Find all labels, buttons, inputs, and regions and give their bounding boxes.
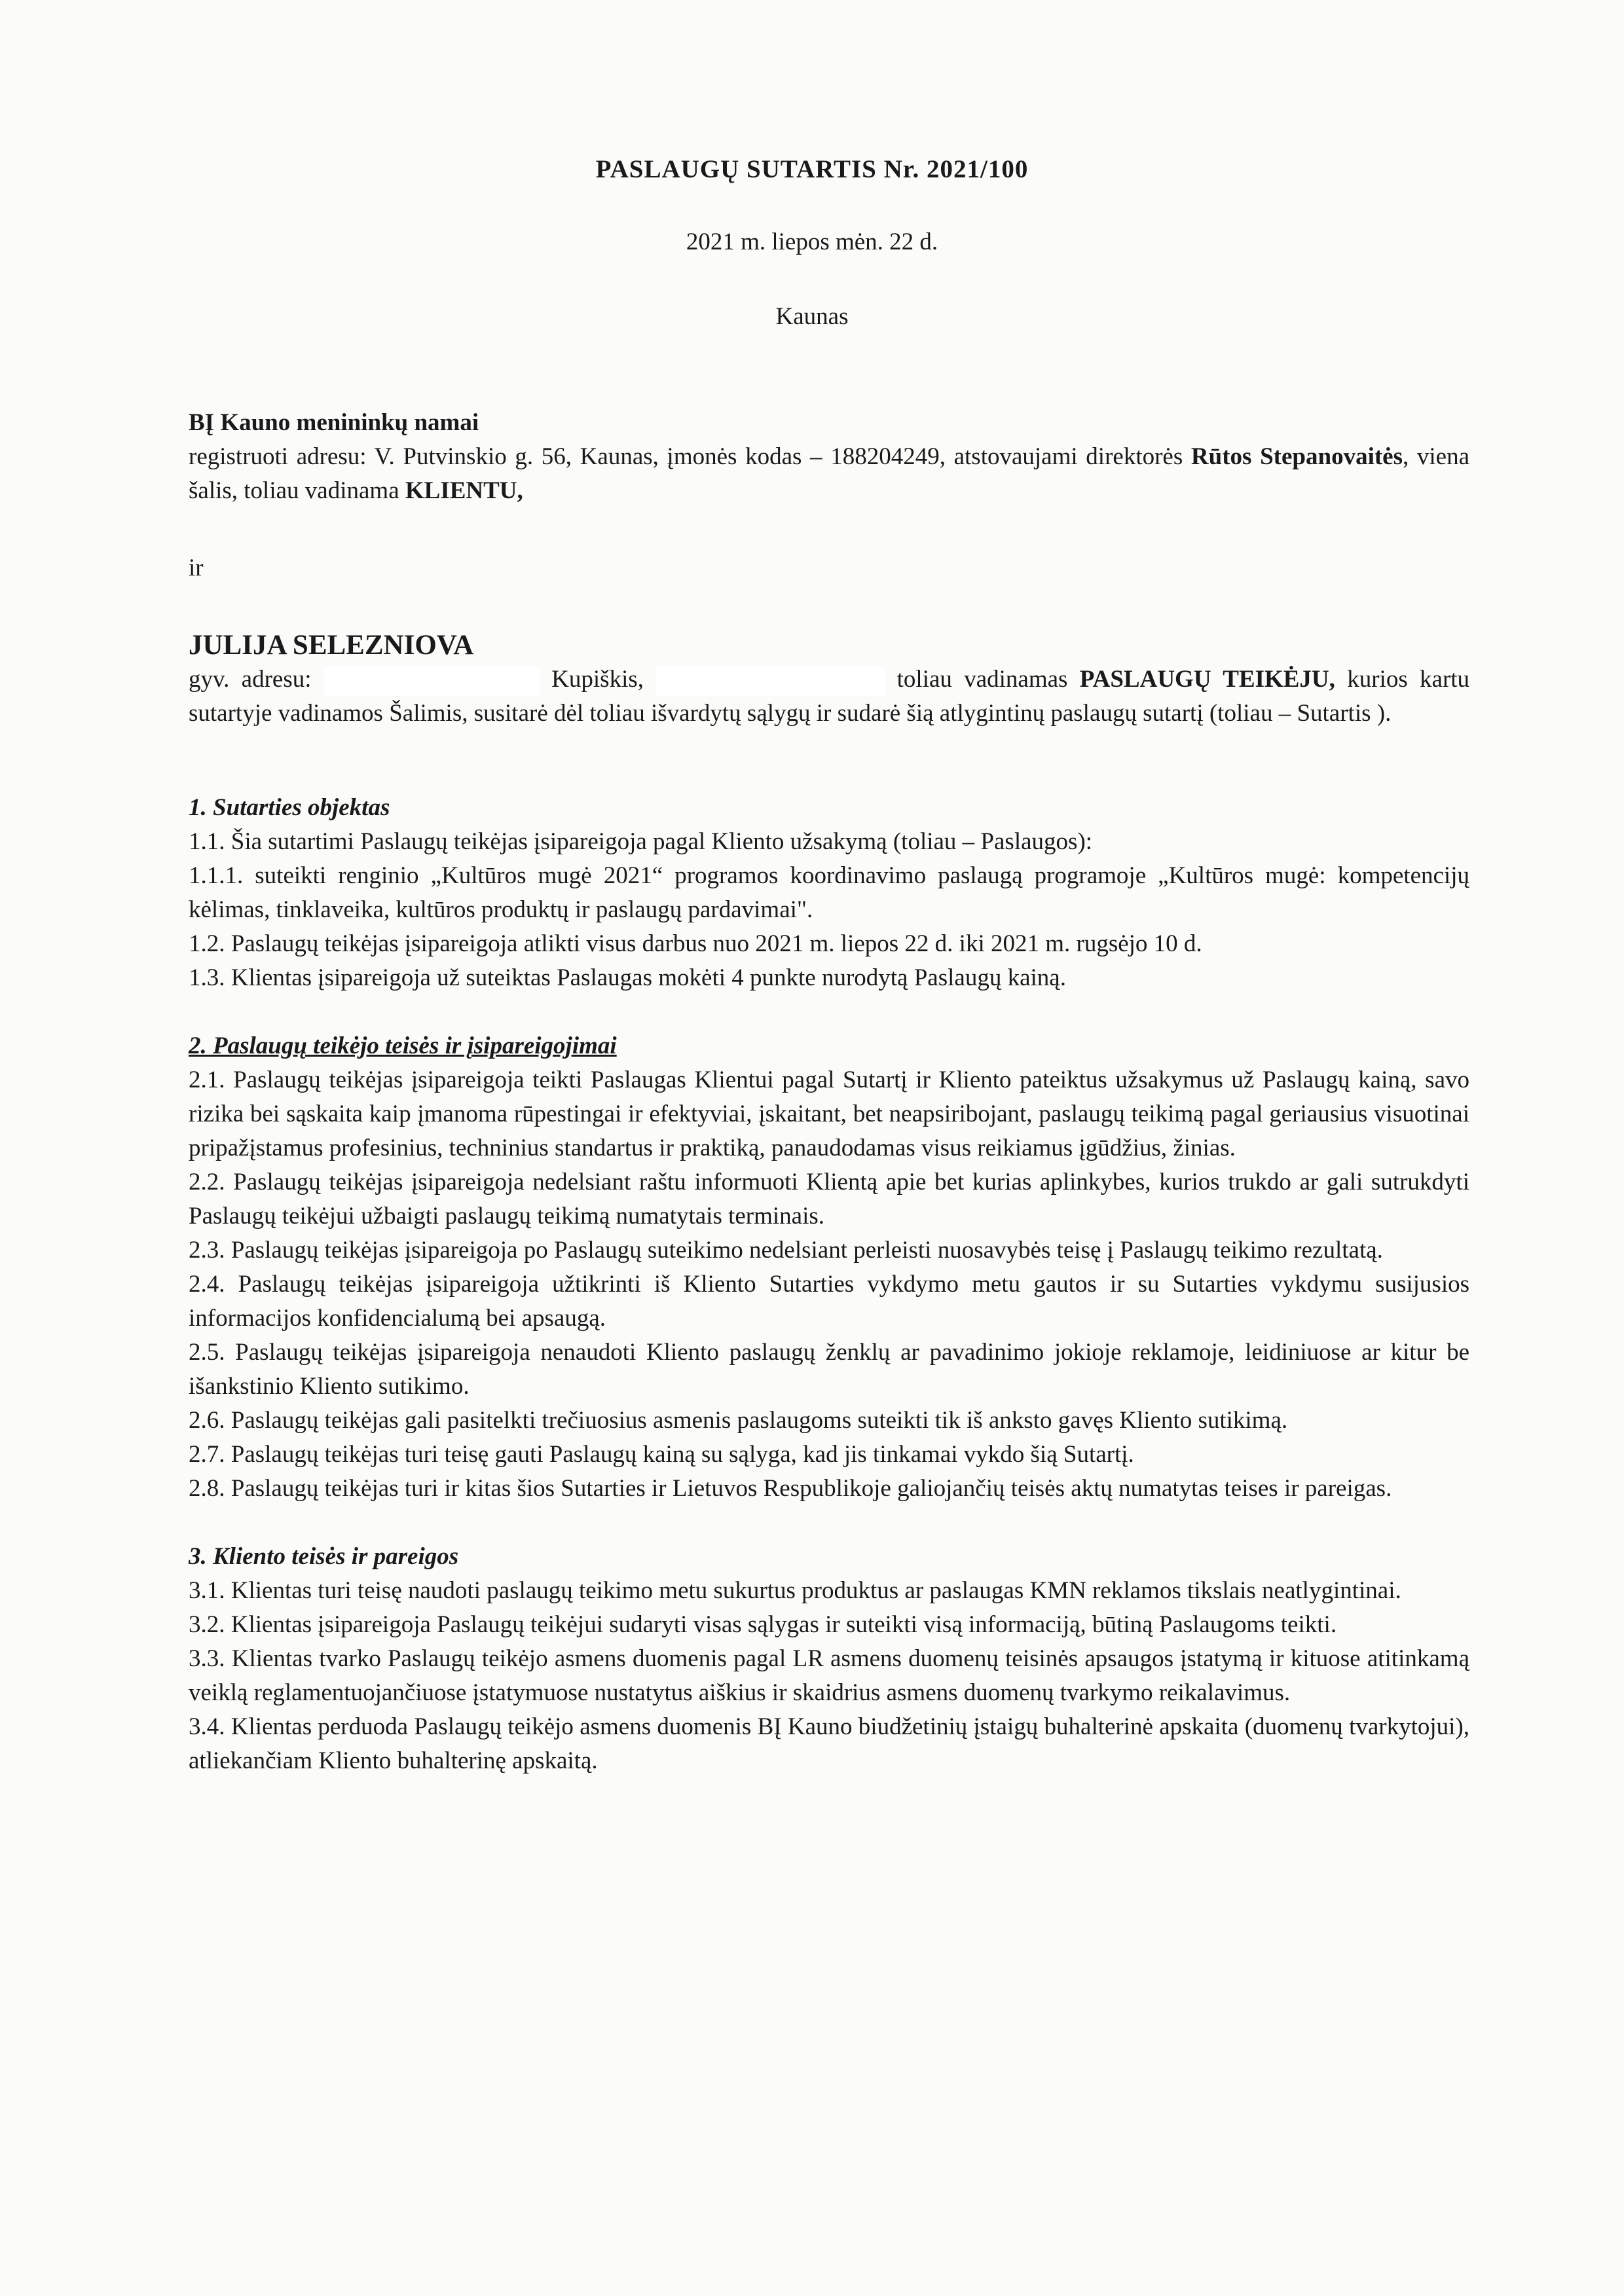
clause: 1.1.1. suteikti renginio „Kultūros mugė 2021“ programos koordinavimo paslaugą programoje „Kultūros mugė: kompetencijų kėlimas, tinklaveika, kultūros produktų ir paslaugų pardavimai". [189, 862, 1469, 923]
clause: 2.7. Paslaugų teikėjas turi teisę gauti Paslaugų kainą su sąlyga, kad jis tinkamai vykdo šią Sutartį. [189, 1441, 1134, 1468]
clause: 1.1. Šia sutartimi Paslaugų teikėjas įsipareigoja pagal Kliento užsakymą (toliau – Paslaugos): [189, 828, 1093, 855]
contract-date: 2021 m. liepos mėn. 22 d. [686, 228, 938, 255]
clause: 2.6. Paslaugų teikėjas gali pasitelkti trečiuosius asmenis paslaugoms suteikti tik iš anksto gavęs Kliento sutikimą. [189, 1407, 1288, 1434]
client-address-text: registruoti adresu: V. Putvinskio g. 56, Kaunas, įmonės kodas – 188204249, atstovaujami direktorės [189, 443, 1183, 470]
section-1-heading: 1. Sutarties objektas [189, 794, 390, 821]
provider-address-prefix: gyv. adresu: [189, 666, 312, 693]
clause: 2.5. Paslaugų teikėjas įsipareigoja nenaudoti Kliento paslaugų ženklų ar pavadinimo jokioje reklamoje, leidiniuose ar kitur be išankstinio Kliento sutikimo. [189, 1339, 1469, 1400]
clause: 3.1. Klientas turi teisę naudoti paslaugų teikimo metu sukurtus produktus ar paslaugas KMN reklamos tikslais neatlygintinai. [189, 1577, 1401, 1604]
client-role-text: , viena šalis, toliau vadinama [189, 443, 1470, 504]
section-3-heading: 3. Kliento teisės ir pareigos [189, 1543, 459, 1570]
provider-role-text: toliau vadinamas [896, 666, 1080, 693]
conjunction: ir [189, 555, 204, 581]
parties-block [189, 406, 1469, 731]
clause: 2.1. Paslaugų teikėjas įsipareigoja teikti Paslaugas Klientui pagal Sutartį ir Kliento pateiktus užsakymus už Paslaugų kainą, savo rizika bei sąskaita kaip įmanoma rūpestingai ir efektyviai, įskaitant, bet neapsiribojant, paslaugų teikimą pagal geriausius visuotinai pripažįstamus profesinius, techninius standartus ir praktiką, panaudodamas visus reikiamus įgūdžius, žinias. [189, 1066, 1469, 1161]
client-address-line [189, 440, 1469, 508]
provider-label: PASLAUGŲ TEIKĖJU, [1079, 666, 1335, 693]
redacted-id [655, 667, 885, 696]
clause: 3.4. Klientas perduoda Paslaugų teikėjo asmens duomenis BĮ Kauno biudžetinių įstaigų buhalterinė apskaita (duomenų tvarkytojui), atliekančiam Kliento buhalterinę apskaitą. [189, 1713, 1469, 1774]
clause: 2.8. Paslaugų teikėjas turi ir kitas šios Sutarties ir Lietuvos Respublikoje galiojančių teisės aktų numatytas teises ir pareigas. [189, 1475, 1392, 1502]
provider-name: JULIJA SELEZNIOVA [189, 630, 474, 661]
provider-city: Kupiškis, [551, 666, 644, 693]
client-name: BĮ Kauno menininkų namai [189, 409, 479, 436]
clause: 2.2. Paslaugų teikėjas įsipareigoja nedelsiant raštu informuoti Klientą apie bet kurias aplinkybes, kurios trukdo ar gali sutrukdyti Paslaugų teikėjui užbaigti paslaugų teikimą numatytais terminais. [189, 1169, 1469, 1230]
clause: 1.2. Paslaugų teikėjas įsipareigoja atlikti visus darbus nuo 2021 m. liepos 22 d. iki 2021 m. rugsėjo 10 d. [189, 930, 1202, 957]
redacted-street [323, 667, 540, 696]
contract-city: Kaunas [775, 303, 849, 330]
clause: 2.4. Paslaugų teikėjas įsipareigoja užtikrinti iš Kliento Sutarties vykdymo metu gautos ir su Sutarties vykdymu susijusios informacijos konfidencialumą bei apsaugą. [189, 1271, 1469, 1332]
clause: 3.2. Klientas įsipareigoja Paslaugų teikėjui sudaryti visas sąlygas ir suteikti visą informaciją, būtiną Paslaugoms teikti. [189, 1611, 1337, 1638]
provider-address-line [189, 663, 1469, 731]
contract-body [189, 791, 1469, 1778]
contract-title: PASLAUGŲ SUTARTIS Nr. 2021/100 [595, 155, 1029, 183]
clause: 2.3. Paslaugų teikėjas įsipareigoja po Paslaugų suteikimo nedelsiant perleisti nuosavybės teisę į Paslaugų teikimo rezultatą. [189, 1237, 1383, 1264]
clause: 1.3. Klientas įsipareigoja už suteiktas Paslaugas mokėti 4 punkte nurodytą Paslaugų kainą. [189, 964, 1066, 991]
parties-agreement-text: kurios kartu sutartyje vadinamos Šalimis, susitarė dėl toliau išvardytų sąlygų ir sudarė šią atlygintinų paslaugų sutartį (toliau – Sutartis ). [189, 666, 1470, 727]
client-director: Rūtos Stepanovaitės [1190, 443, 1403, 470]
clause: 3.3. Klientas tvarko Paslaugų teikėjo asmens duomenis pagal LR asmens duomenų teisinės apsaugos įstatymą ir kituose atitinkamą veiklą reglamentuojančiuose įstatymuose nustatytus aiškius ir skaidrius asmens duomenų tvarkymo reikalavimus. [189, 1645, 1469, 1706]
client-label: KLIENTU, [405, 477, 523, 504]
section-2-heading: 2. Paslaugų teikėjo teisės ir įsipareigojimai [189, 1032, 617, 1059]
